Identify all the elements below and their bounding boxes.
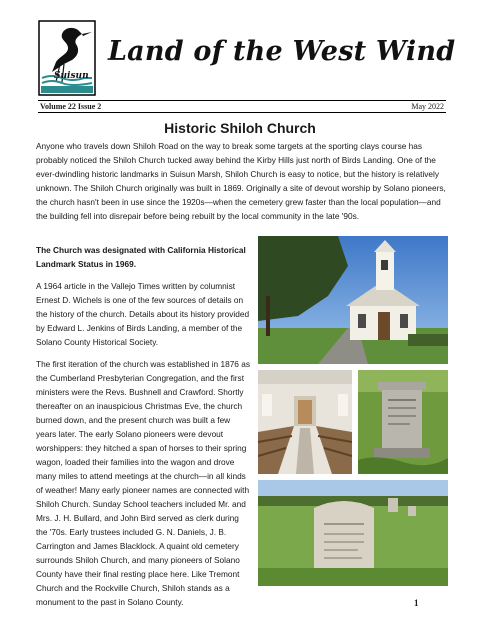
issue-top-rule	[38, 100, 446, 101]
article-title: Historic Shiloh Church	[164, 120, 316, 136]
volume-issue: Volume 22 Issue 2	[40, 102, 102, 111]
article-paragraph-2: The first iteration of the church was established in 1876 as the Cumberland Presbyterian Congregation, and the first ministers were the Revs. Bushnell and Crawford. Shortly thereafter on an inauspicious Christmas Eve, the church burned down, and the present church was built a few years later. The early Solano pioneers were devout worshippers: they hitched a span of horses to their spring wagon, loaded their families into the wagon and drove many miles to attend meetings at the church—in all kinds of weather! Many early pioneer names are connected with Shiloh Church. Sunday School teachers included Mr. and Mrs. J. H. Bullard, and John Bird served as clerk during the '70s. Early trustees included G. N. Daniels, J. B. Carrington and James Blacklock. A quaint old cemetery surrounds Shiloh Church, and many pioneers of Solano County have their final resting place here. Like Tremont Church and the Rockville Church, Shiloh stands as a monument to the past in Solano County.	[36, 359, 250, 607]
page-number: 1	[414, 598, 419, 608]
article-body-column	[36, 243, 251, 617]
logo-text: Suisun	[54, 71, 89, 81]
article-paragraph-1: A 1964 article in the Vallejo Times written by columnist Ernest D. Wichels is one of the few sources of details on the history of the church. Details about its history provided by Edward L. Jenkins of Birds Landing, a member of the Solano County Historical Society.	[36, 281, 250, 347]
issue-bottom-rule	[38, 112, 446, 113]
church-interior-photo	[258, 370, 352, 474]
church-exterior-photo	[258, 236, 448, 364]
masthead-title: Land of the West Wind	[108, 36, 456, 67]
headstone-photo	[358, 370, 448, 474]
gravestone-photo	[258, 480, 448, 586]
landmark-heading: The Church was designated with California Historical Landmark Status in 1969.	[36, 245, 246, 269]
newsletter-logo	[38, 20, 96, 96]
article-lead-paragraph: Anyone who travels down Shiloh Road on the way to break some targets at the sporting clays course has probably noticed the Shiloh Church tucked away behind the Kirby Hills just north of Birds Landing. One of the ever-dwindling historic landmarks in Suisun Marsh, Shiloh Church is easy to notice, but the history is relatively unknown. The Shiloh Church originally was built in 1869. Originally a site of devout worship by Solano pioneers, the church hasn't been in use since the 1920s—when the cemetery grew faster than the local population—and the building fell into disrepair before being rebuilt by the local community in the late '90s.	[36, 141, 446, 221]
issue-date: May 2022	[411, 102, 444, 111]
